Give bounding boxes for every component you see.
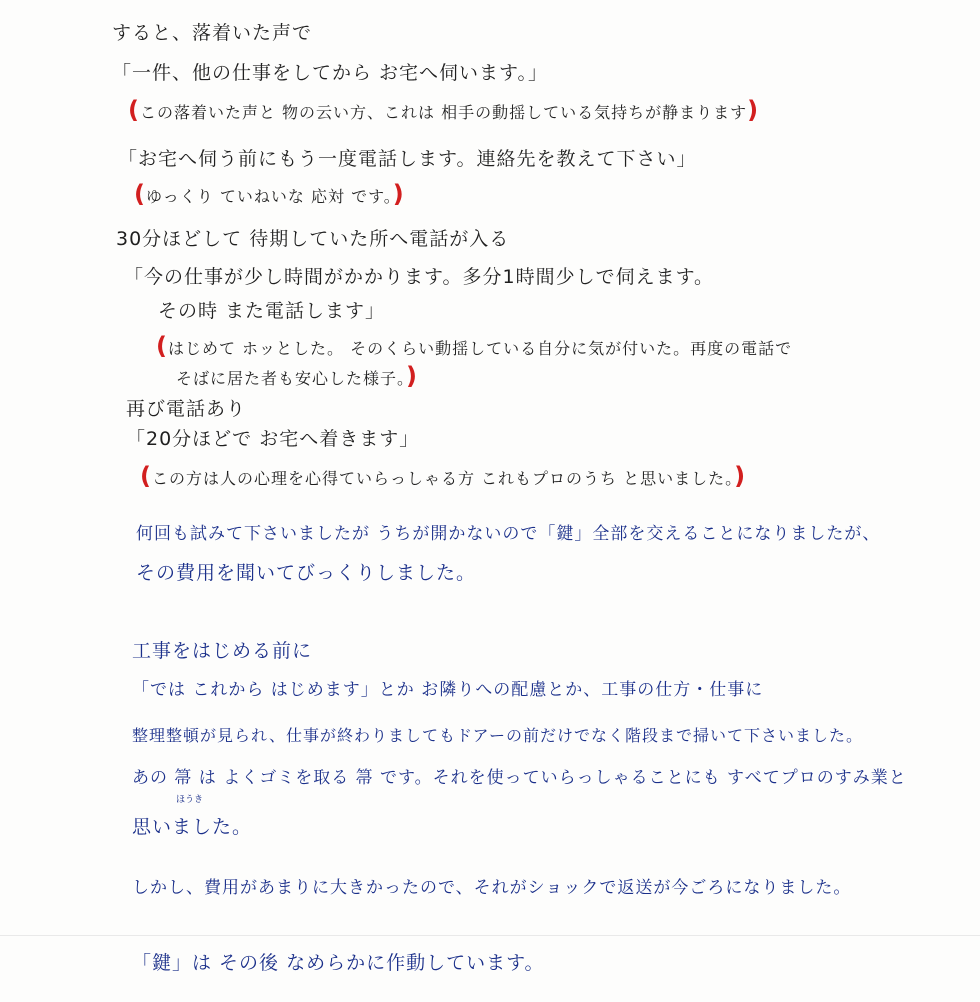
furigana-note: ほうき bbox=[176, 795, 204, 805]
paper-fold-line bbox=[0, 935, 980, 936]
letter-line: すると、落着いた声で bbox=[112, 22, 313, 44]
note-text: ゆっくり ていねいな 応対 です。 bbox=[145, 187, 393, 206]
letter-line: しかし、費用があまりに大きかったので、それがショックで返送が今ごろになりました。 bbox=[132, 878, 852, 898]
red-parenthesis-open: ( bbox=[140, 462, 152, 490]
red-parenthesis-close: ) bbox=[747, 96, 760, 124]
note-text: この方は人の心理を心得ていらっしゃる方 これもプロのうち と思いました。 bbox=[151, 469, 735, 488]
letter-line: 何回も試みて下さいましたが うちが開かないので「鍵」全部を交えることになりましたが、 bbox=[136, 524, 881, 544]
red-parenthesis-open: ( bbox=[156, 332, 168, 360]
letter-line: その費用を聞いてびっくりしました。 bbox=[136, 562, 477, 584]
letter-line: 「お宅へ伺う前にもう一度電話します。連絡先を教えて下さい」 bbox=[118, 148, 697, 170]
note-text: この落着いた声と 物の云い方、これは 相手の動揺している気持ちが静まります bbox=[139, 103, 748, 122]
letter-note-line bbox=[134, 180, 405, 209]
red-parenthesis-close: ) bbox=[392, 180, 405, 208]
letter-line: 「一件、他の仕事をしてから お宅へ伺います。」 bbox=[112, 62, 549, 84]
letter-note-line bbox=[140, 462, 746, 491]
note-text: はじめて ホッとした。 そのくらい動揺している自分に気が付いた。再度の電話で bbox=[167, 339, 793, 358]
letter-line: 30分ほどして 待期していた所へ電話が入る bbox=[116, 228, 510, 250]
red-parenthesis-close: ) bbox=[406, 362, 418, 390]
letter-note-line bbox=[128, 96, 759, 125]
letter-line: 再び電話あり bbox=[126, 398, 247, 420]
red-parenthesis-open: ( bbox=[128, 96, 140, 124]
letter-line: 思いました。 bbox=[132, 816, 253, 838]
letter-line: あの 箒 は よくゴミを取る 箒 です。それを使っていらっしゃることにも すべてプロのすみ業と bbox=[132, 768, 907, 788]
red-parenthesis-open: ( bbox=[134, 180, 146, 208]
red-parenthesis-close: ) bbox=[734, 462, 747, 490]
letter-line: その時 また電話します」 bbox=[158, 300, 386, 322]
letter-line: 「20分ほどで お宅へ着きます」 bbox=[126, 428, 420, 450]
letter-line: 「今の仕事が少し時間がかかります。多分1時間少しで伺えます。 bbox=[124, 266, 715, 288]
letter-line: 整理整頓が見られ、仕事が終わりましてもドアーの前だけでなく階段まで掃いて下さいました。 bbox=[132, 726, 864, 745]
letter-line: 「では これから はじめます」とか お隣りへの配慮とか、工事の仕方・仕事に bbox=[132, 680, 764, 700]
note-text: そばに居た者も安心した様子。 bbox=[176, 369, 407, 388]
letter-line: 「鍵」は その後 なめらかに作動しています。 bbox=[132, 952, 545, 974]
letter-note-line bbox=[156, 332, 792, 361]
letter-line: 工事をはじめる前に bbox=[132, 640, 313, 662]
letter-note-line bbox=[176, 362, 418, 391]
